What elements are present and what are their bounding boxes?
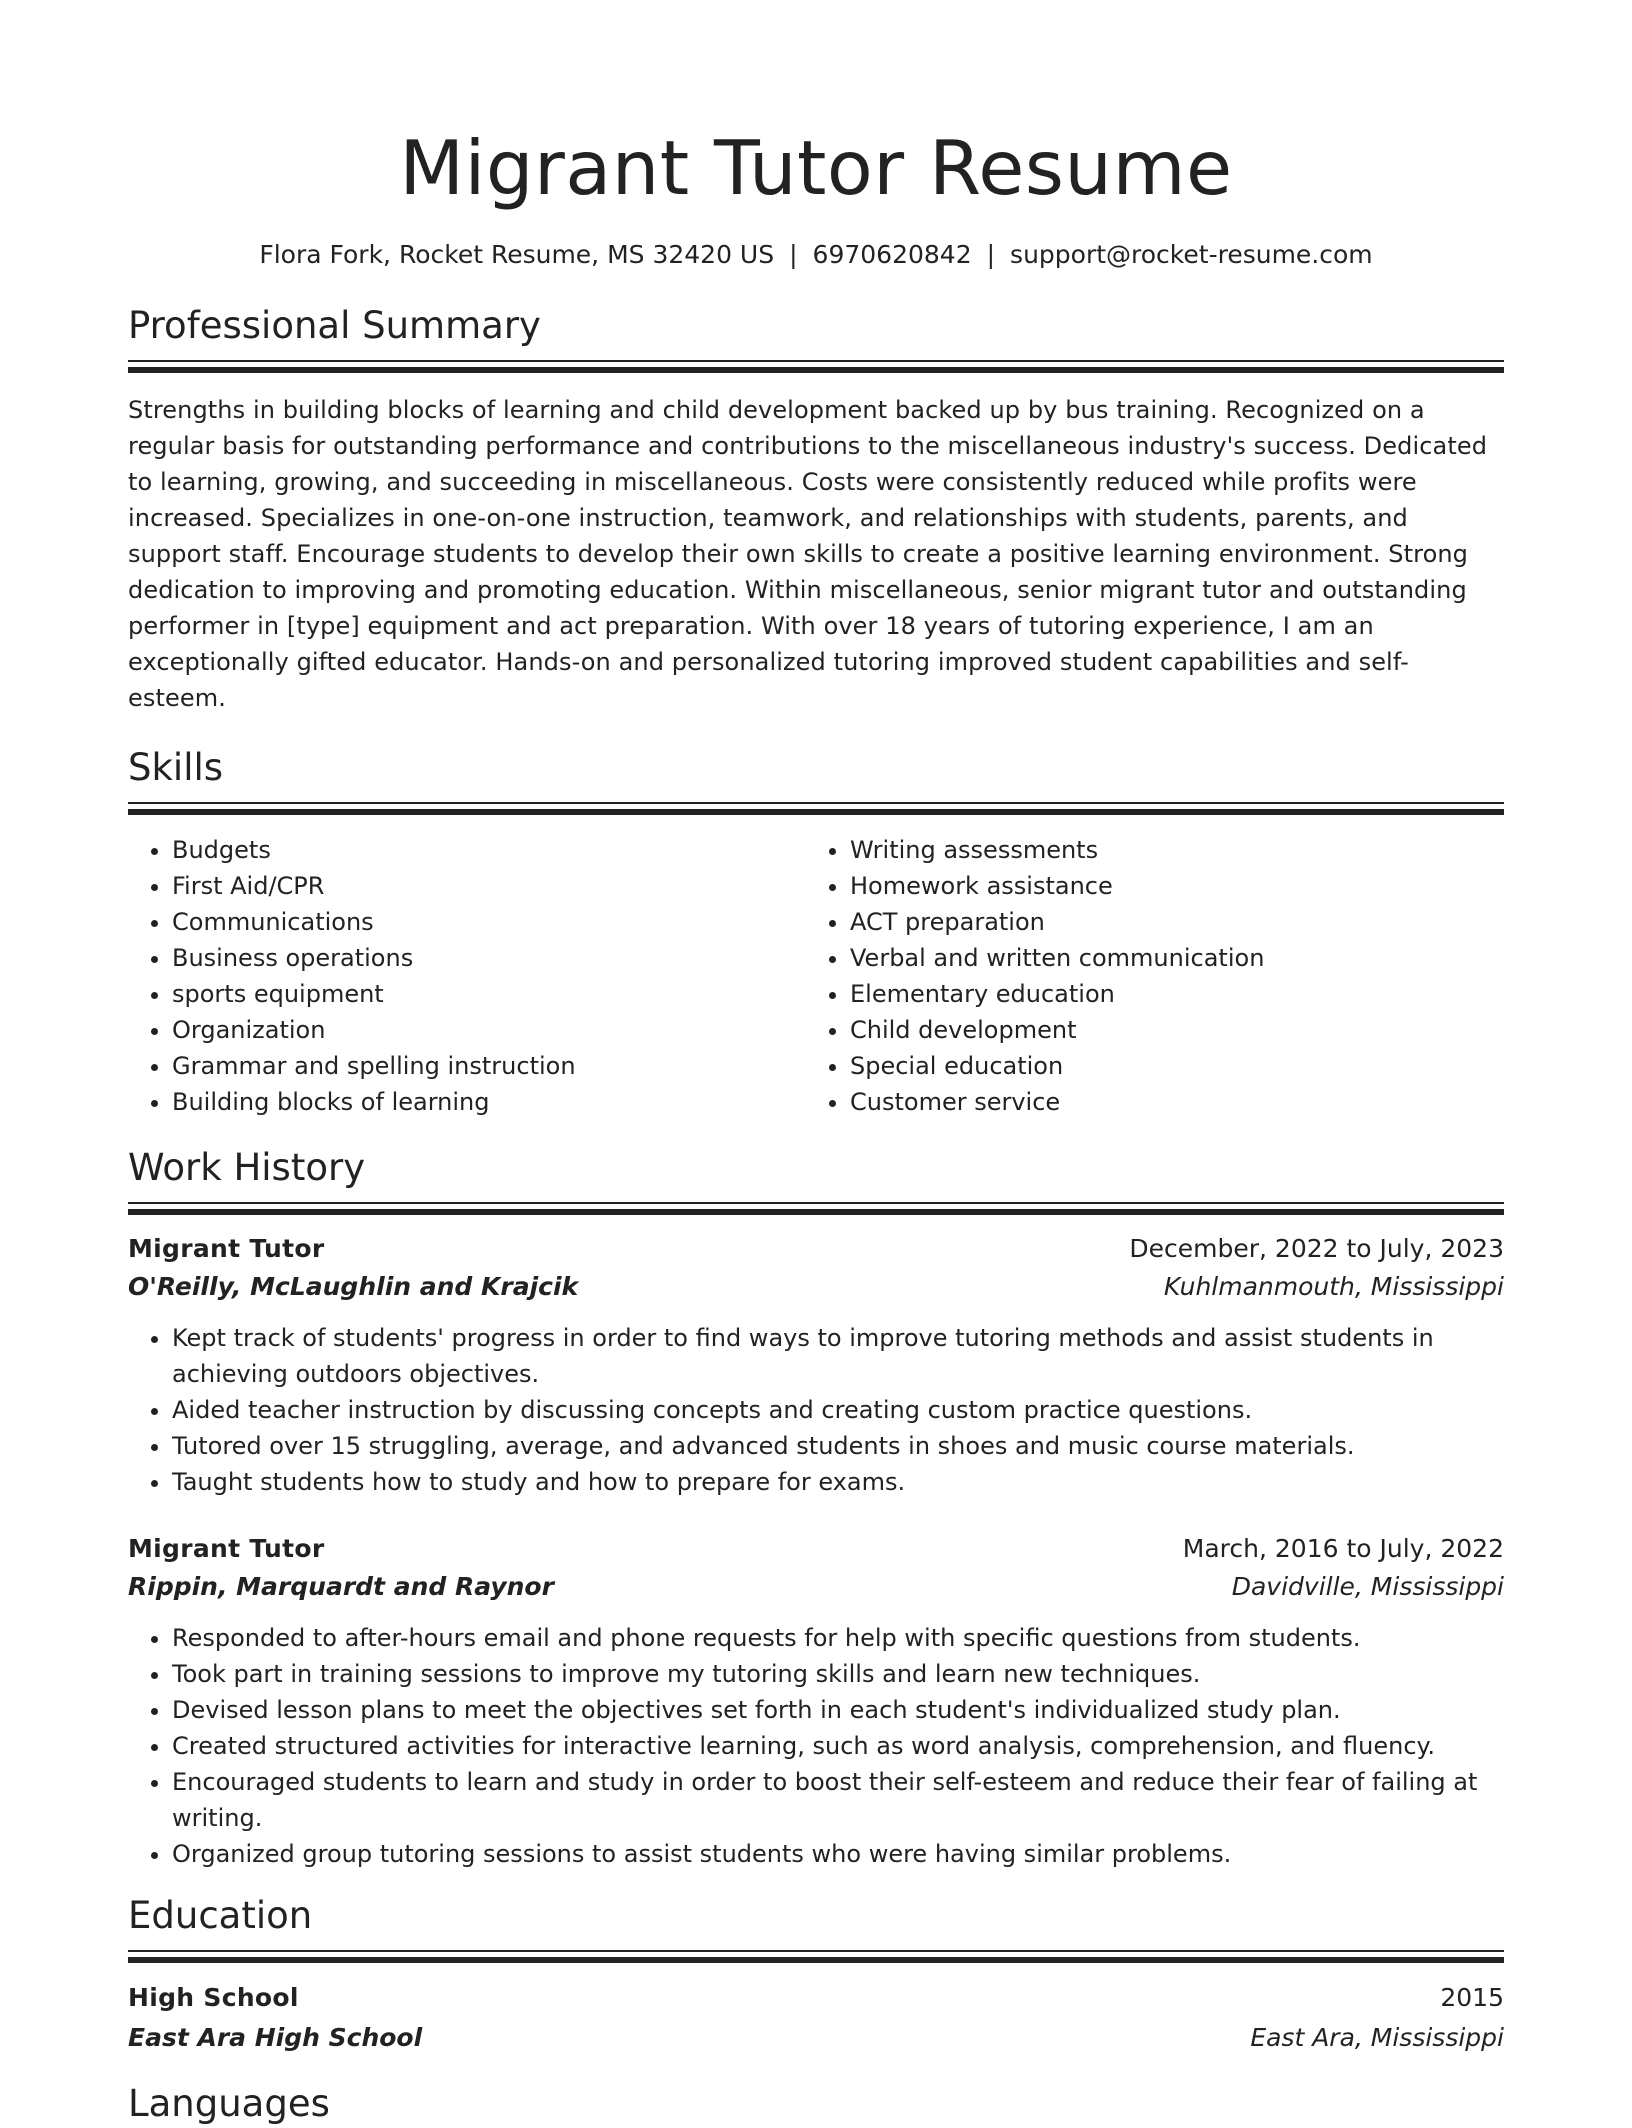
education-degree: High School: [128, 1983, 299, 2012]
languages-section: [128, 2080, 1504, 2128]
skill-item: • Grammar and spelling instruction: [172, 1048, 806, 1084]
resume-page: [128, 0, 1504, 2128]
section-heading-work: Work History: [128, 1146, 366, 1189]
skill-item: • Business operations: [172, 940, 806, 976]
resume-title: Migrant Tutor Resume: [399, 124, 1233, 212]
skills-section: [128, 744, 1504, 1120]
job-header: [128, 1530, 1504, 1568]
education-year: 2015: [1440, 1983, 1504, 2012]
job-entry: [128, 1230, 1504, 1500]
skill-item: • Customer service: [850, 1084, 1484, 1120]
summary-section: [128, 302, 1504, 716]
job-bullet: • Created structured activities for interactive learning, such as word analysis, comprehension, and fluency.: [172, 1728, 1504, 1764]
contact-address: Flora Fork, Rocket Resume, MS 32420 US: [259, 240, 775, 269]
job-bullet: • Responded to after-hours email and phone requests for help with specific questions from students.: [172, 1620, 1504, 1656]
skill-item: • Special education: [850, 1048, 1484, 1084]
contact-email: support@rocket-resume.com: [1010, 240, 1373, 269]
section-heading-education: Education: [128, 1894, 313, 1937]
job-bullet: • Took part in training sessions to improve my tutoring skills and learn new techniques.: [172, 1656, 1504, 1692]
job-bullet: • Tutored over 15 struggling, average, and advanced students in shoes and music course materials.: [172, 1428, 1504, 1464]
job-bullet: • Kept track of students' progress in order to find ways to improve tutoring methods and assist students in achieving outdoors objectives.: [172, 1320, 1504, 1392]
job-header: [128, 1230, 1504, 1268]
contact-phone: 6970620842: [812, 240, 972, 269]
job-bullet: • Devised lesson plans to meet the objectives set forth in each student's individualized study plan.: [172, 1692, 1504, 1728]
job-company: O'Reilly, McLaughlin and Krajcik: [128, 1272, 579, 1301]
education-location: East Ara, Mississippi: [1250, 2023, 1504, 2052]
skill-item: • Homework assistance: [850, 868, 1484, 904]
job-dates: March, 2016 to July, 2022: [1182, 1534, 1504, 1563]
contact-separator: |: [986, 240, 996, 269]
contact-separator: |: [789, 240, 798, 269]
job-bullet: • Taught students how to study and how to prepare for exams.: [172, 1464, 1504, 1500]
section-rule: [128, 360, 1504, 372]
job-subheader: [128, 1568, 1504, 1606]
job-location: Davidville, Mississippi: [1231, 1572, 1504, 1601]
job-bullets: [128, 1320, 1504, 1500]
skill-item: • Building blocks of learning: [172, 1084, 806, 1120]
skill-item: • Writing assessments: [850, 832, 1484, 868]
section-heading-skills: Skills: [128, 746, 224, 789]
section-rule: [128, 1950, 1504, 1962]
job-bullet: • Organized group tutoring sessions to assist students who were having similar problems.: [172, 1836, 1504, 1872]
education-header: [128, 1978, 1504, 2018]
skill-item: • sports equipment: [172, 976, 806, 1012]
skills-list-left: [128, 832, 806, 1120]
section-rule: [128, 1202, 1504, 1214]
education-section: [128, 1892, 1504, 2058]
section-heading-summary: Professional Summary: [128, 304, 541, 347]
education-entry: [128, 1978, 1504, 2058]
skill-item: • Verbal and written communication: [850, 940, 1484, 976]
section-rule: [128, 802, 1504, 814]
job-dates: December, 2022 to July, 2023: [1129, 1234, 1504, 1263]
job-entry: [128, 1530, 1504, 1872]
summary-text: Strengths in building blocks of learning and child development backed up by bus training. Recognized on a regular basis for outstanding performance and contributions to the miscellaneous industry's success. Dedicated to learning, growing, and succeeding in miscellaneous. Costs were consistently reduced while profits were increased. Specializes in one-on-one instruction, teamwork, and relationships with students, parents, and support staff. Encourage students to develop their own skills to create a positive learning environment. Strong dedication to improving and promoting education. Within miscellaneous, senior migrant tutor and outstanding performer in [type] equipment and act preparation. With over 18 years of tutoring experience, I am an exceptionally gifted educator. Hands-on and personalized tutoring improved student capabilities and self-esteem.: [128, 396, 1488, 712]
work-section: [128, 1144, 1504, 1872]
contact-line: [128, 238, 1504, 272]
skills-list-right: [806, 832, 1484, 1120]
skills-columns: [128, 832, 1504, 1120]
skill-item: • Elementary education: [850, 976, 1484, 1012]
skill-item: • Organization: [172, 1012, 806, 1048]
job-location: Kuhlmanmouth, Mississippi: [1163, 1272, 1504, 1301]
skill-item: • Communications: [172, 904, 806, 940]
skill-item: • ACT preparation: [850, 904, 1484, 940]
education-subheader: [128, 2018, 1504, 2058]
job-title: Migrant Tutor: [128, 1234, 325, 1263]
job-bullet: • Aided teacher instruction by discussing concepts and creating custom practice questions.: [172, 1392, 1504, 1428]
skill-item: • First Aid/CPR: [172, 868, 806, 904]
job-subheader: [128, 1268, 1504, 1306]
job-title: Migrant Tutor: [128, 1534, 325, 1563]
skill-item: • Child development: [850, 1012, 1484, 1048]
education-school: East Ara High School: [128, 2023, 423, 2052]
section-heading-languages: Languages: [128, 2082, 330, 2125]
job-bullet: • Encouraged students to learn and study in order to boost their self-esteem and reduce their fear of failing at writing.: [172, 1764, 1504, 1836]
job-company: Rippin, Marquardt and Raynor: [128, 1572, 554, 1601]
skill-item: • Budgets: [172, 832, 806, 868]
job-bullets: [128, 1620, 1504, 1872]
